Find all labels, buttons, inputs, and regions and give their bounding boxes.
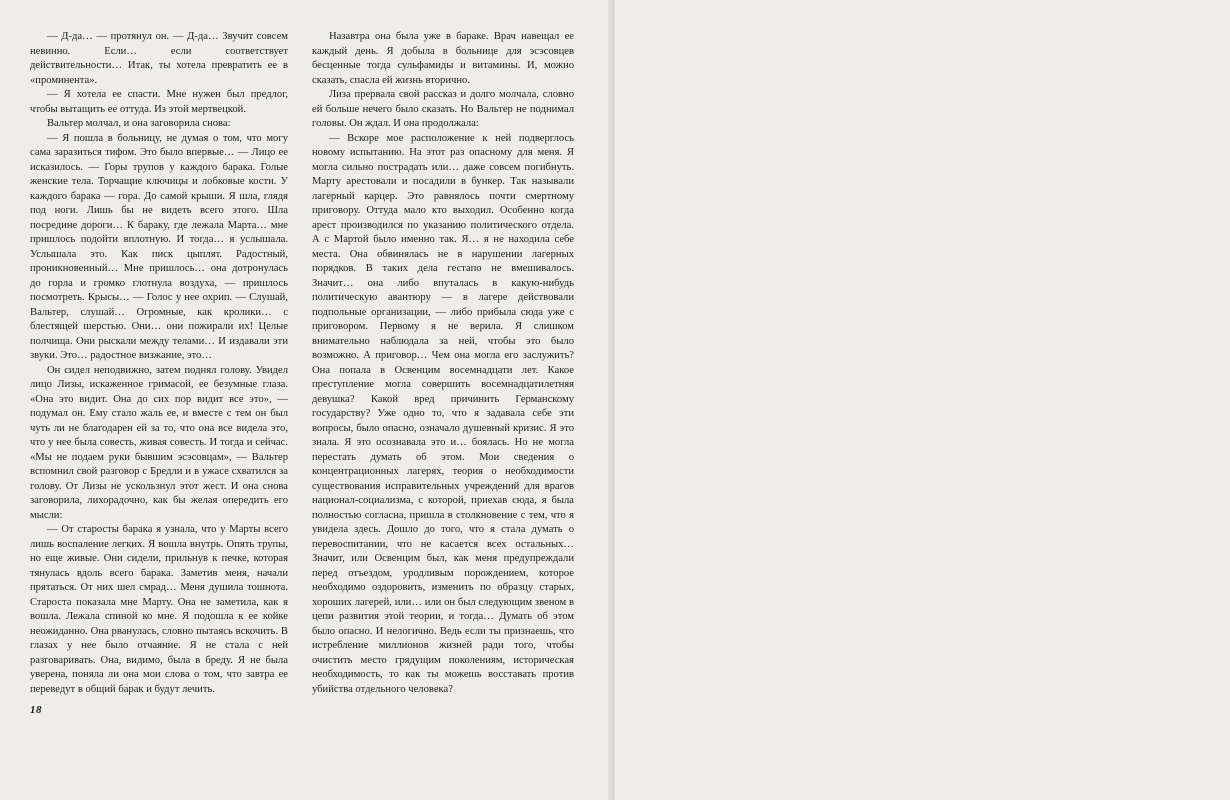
left-page-column-2 — [312, 30, 574, 698]
paragraph: — Я хотела ее спасти. Мне нужен был предлог, чтобы вытащить ее оттуда. Из этой мертвецкой. — [30, 89, 288, 115]
left-page-column-1 — [30, 30, 288, 698]
paragraph: — Вскоре мое расположение к ней подверглось новому испытанию. На этот раз опасному для меня. Я могла сильно пострадать или… даже совсем погибнуть. Марту арестовали и посадили в бункер. Так называли лагерный карцер. Это равнялось почти смертному приговору. Оттуда мало кто выходил. Особенно когда арест производился по указанию политического отдела. А с Мартой было именно так. Я… я не находила себе места. Она обвинялась не в нарушении лагерных порядков. В таких дела гестапо не вмешивалось. Значит… она либо впуталась в какую-нибудь политическую авантюру — в лагере действовали подпольные организации, — либо прибыла сюда уже с приговором. Первому я не верила. Я слишком внимательно наблюдала за ней, чтобы это было возможно. А приговор… Чем она могла его заслужить? Она попала в Освенцим восемнадцати лет. Какое преступление могла совершить восемнадцатилетняя девушка? Какой вред причинить Германскому государству? Уже одно то, что я задавала себе эти вопросы, было опасно, означало душевный кризис. Я это знала. Я это осознавала это и… боялась. Но не могла перестать думать об этом. Мои сведения о концентрационных лагерях, теория о необходимости существования исправительных учреждений для врагов национал-социализма, с которой, приехав сюда, я была полностью согласна, пришла в столкновение с тем, что я увидела здесь. Дошло до того, что я стала думать о перевоспитании, что не касается всех остальных… Значит, или Освенцим был, как меня предупреждали перед отъездом, уродливым порождением, которое необходимо оздоровить, изменить по образцу старых, хороших лагерей, или… или он был следующим звеном в цепи развития этой теории, и тогда… Думать об этом было опасно. И нелогично. Ведь если ты признаешь, что истребление миллионов жизней ради того, чтобы очистить место грядущим поколениям, историческая необходимость, то как ты можешь восставать против убийства отдельного человека? — [312, 132, 574, 695]
paragraph — [312, 697, 574, 698]
paragraph: Он сидел неподвижно, затем поднял голову. Увидел лицо Лизы, искаженное гримасой, ее безумные глаза. «Она это видит. Она до сих пор видит все это», — подумал он. Ему стало жаль ее, и вместе с тем он был чуть ли не благодарен ей за то, что она все видела это, что у нее была совесть, живая совесть. И тогда и сейчас. «Мы не подаем руки бывшим эсэсовцам», — Вальтер вспомнил свой разговор с Бредли и в ужасе схватился за голову. От Лизы не ускользнул этот жест. И она снова заговорила, лихорадочно, как бы желая опередить его мысли: — [30, 364, 288, 521]
paragraph: Вальтер молчал, и она заговорила снова: — [46, 118, 231, 129]
paragraph: Лиза прервала свой рассказ и долго молчала, словно ей больше нечего было сказать. Но Вальтер не поднимал головы. Он ждал. И она продолжала: — [312, 89, 574, 129]
paragraph: Назавтра она была уже в бараке. Врач навещал ее каждый день. Я добыла в больнице для эсэсовцев бесценные тогда сульфамиды и витамины. И, можно сказать, спасла ей жизнь вторично. — [312, 31, 574, 86]
left-page — [0, 0, 612, 800]
left-page-number: 18 — [30, 704, 42, 716]
paragraph: — Д-да… — протянул он. — Д-да… Звучит совсем невинно. Если… если соответствует действительности… Итак, ты хотела превратить ее в «проминента». — [30, 31, 288, 86]
paragraph: — От старосты барака я узнала, что у Марты всего лишь воспаление легких. Я вошла внутрь. Опять трупы, но еще живые. Они сидели, прильнув к печке, которая тянулась вдоль всего барака. Заметив меня, начали прятаться. От них шел смрад… Меня душила тошнота. Староста показала мне Марту. Она не заметила, как я вошла. Лежала спиной ко мне. Я подошла к ее койке неожиданно. Она рванулась, словно пытаясь вскочить. В глазах у нее было отчаяние. Я не стала с ней разговаривать. Она, видимо, была в бреду. Я не была уверена, поняла ли она мои слова о том, что завтра ее переведут в общий барак и будут лечить. — [30, 524, 288, 695]
right-page — [615, 0, 1230, 800]
paragraph: — Я пошла в больницу, не думая о том, что могу сама заразиться тифом. Это было впервые… — Лицо ее исказилось. — Горы трупов у каждого барака. Голые женские тела. Торчащие ключицы и лобковые кости. У каждого барака — гора. До самой крыши. Я шла, глядя под ноги. Лишь бы не видеть всего этого. Шла посредине дороги… К бараку, где лежала Марта… мне пришлось подойти вплотную. И тогда… я услышала. Услышала это. Как писк цыплят. Радостный, проникновенный… Мне пришлось… она дотронулась до горла и громко глотнула воздуха, — пришлось посмотреть. Крысы… — Голос у нее охрип. — Слушай, Вальтер, слушай… Огромные, как кролики… с блестящей шерстью. Они… они пожирали их! Целые полчища. Они рыскали между телами… И издавали эти звуки. Это… радостное визжание, это… — [30, 132, 288, 361]
